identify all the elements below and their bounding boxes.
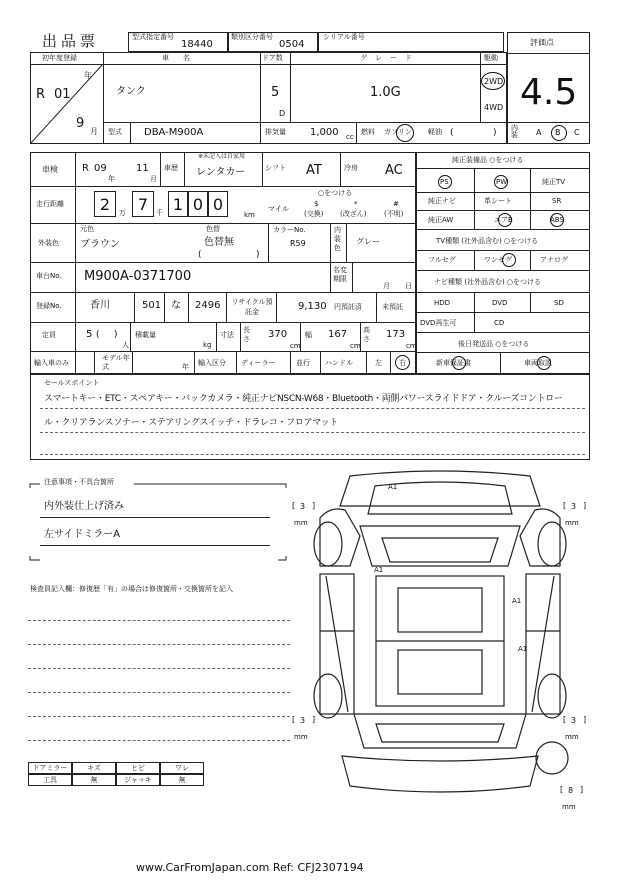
- length-value: 370: [268, 329, 288, 340]
- damage-mark-1: A1: [388, 483, 398, 491]
- navi-sd: SD: [554, 299, 564, 307]
- doors-value: 5: [271, 85, 280, 100]
- type-no-value: 18440: [181, 39, 213, 50]
- size-label: 寸法: [220, 331, 234, 339]
- sales-block: [30, 374, 590, 460]
- width-value: 167: [328, 329, 348, 340]
- mileage-mark-note: ○をつける: [318, 189, 353, 197]
- mileage-unit-sen: 千: [156, 209, 163, 217]
- interior-box: [507, 122, 590, 144]
- first-reg-era: R: [36, 87, 46, 102]
- score-label: 評価点: [530, 38, 554, 47]
- equip-abs: ABS: [550, 216, 564, 224]
- inspection-month-unit: 月: [150, 175, 157, 183]
- capacity-unit: 人: [122, 341, 129, 349]
- handle-right-circle: [395, 355, 410, 370]
- length-label: 長さ: [243, 326, 250, 343]
- cd-label: CD: [494, 319, 505, 327]
- fuel-label: 燃料: [361, 128, 375, 136]
- ac-label: 冷房: [344, 164, 358, 172]
- reg-class: 501: [142, 300, 162, 311]
- navi-label: ナビ種類 (社外品含む) ○をつける: [434, 278, 542, 286]
- first-reg-month-unit: 月: [90, 127, 98, 136]
- chassis-label: 車台No.: [36, 272, 62, 280]
- grade-label: グレード: [360, 54, 420, 62]
- name-change-label: 名変期限: [333, 266, 347, 283]
- footer-ref: Ref: CFJ2307194: [272, 861, 364, 874]
- grade-value: 1.0G: [370, 85, 401, 100]
- score-value: 4.5: [520, 72, 578, 113]
- mileage-digit-4: 0: [188, 191, 208, 217]
- load-label: 積載量: [135, 331, 156, 339]
- unknown-mark: #: [393, 200, 399, 208]
- footer-site: www.CarFromJapan.com: [136, 861, 270, 874]
- navi-hdd: HDD: [434, 299, 451, 307]
- equip-aw: 純正AW: [428, 216, 454, 224]
- equip-pw: PW: [496, 178, 508, 186]
- acc-cell: 無: [72, 774, 116, 786]
- mileage-unit-km: km: [244, 211, 255, 219]
- height-value: 173: [386, 329, 406, 340]
- later-manual-circle: [537, 356, 551, 370]
- inspection-year-unit: 年: [108, 175, 115, 183]
- doors-label: ドア数: [262, 54, 283, 62]
- length-unit: cm: [290, 342, 301, 350]
- unknown-label: (不明): [384, 210, 404, 218]
- acc-cell: キズ: [72, 762, 116, 774]
- acc-cell: 無: [160, 774, 204, 786]
- import-label: 輸入車のみ: [34, 359, 69, 367]
- orig-color-label: 元色: [80, 225, 94, 233]
- class-no-label: 類別区分番号: [231, 33, 273, 41]
- type-no-label: 型式指定番号: [132, 33, 174, 41]
- equip-airbag: エアB: [494, 216, 513, 224]
- model-value: DBA-M900A: [144, 127, 204, 138]
- later-label: 後日発送品 ○をつける: [458, 340, 530, 348]
- interior-color-value: グレー: [356, 237, 380, 246]
- later-warranty-circle: [452, 356, 466, 370]
- footer-text: [136, 862, 364, 873]
- inspection-era: R: [82, 163, 89, 174]
- usage-label: 車歴: [164, 164, 178, 172]
- equip-abs-circle: [550, 213, 564, 227]
- dvd-playable: DVD再生可: [420, 319, 457, 327]
- notes-bracket: [24, 482, 294, 562]
- acc-cell: ドアミラー: [28, 762, 72, 774]
- drive-2wd-circle: [481, 72, 505, 90]
- damage-mark-2: A1: [374, 566, 384, 574]
- model-year-label: モデル年式: [102, 354, 130, 371]
- ac-value: AC: [385, 163, 403, 178]
- mileage-digit-2: 7: [132, 191, 154, 217]
- equip-ps: PS: [440, 178, 449, 186]
- equip-ps-circle: [438, 175, 452, 189]
- usage-note: ※未記入は自家用: [198, 153, 246, 160]
- fuel-value: ガソリン: [384, 128, 412, 136]
- page-title: 出品票: [42, 32, 100, 50]
- handle-label: ハンドル: [325, 359, 353, 367]
- displacement-label: 排気量: [265, 128, 286, 136]
- reg-kana: な: [171, 300, 181, 311]
- width-label: 幅: [305, 331, 312, 339]
- acc-cell: 工具: [28, 774, 72, 786]
- capacity-value: 5: [86, 329, 93, 340]
- recycle-unpaid: 未預託: [382, 303, 403, 311]
- type-no-box: [128, 32, 228, 52]
- inspector-label: 検査員記入欄：修復歴「有」の場合は修復箇所・交換箇所を記入: [30, 585, 233, 593]
- car-diagram: [290, 466, 590, 806]
- displacement-value: 1,000: [310, 127, 339, 138]
- height-label: 高さ: [363, 326, 370, 343]
- tv-oneseg-circle: [502, 253, 516, 267]
- class-no-box: [228, 32, 318, 52]
- mileage-digit-3: 1: [168, 191, 188, 217]
- diesel-label: 軽油: [428, 128, 442, 136]
- mileage-digit-5: 0: [208, 191, 228, 217]
- acc-cell: ヒビ: [116, 762, 160, 774]
- sales-label: セールスポイント: [44, 379, 100, 387]
- recycle-unit: 円預託済: [334, 303, 362, 311]
- equip-tv: 純正TV: [542, 178, 566, 186]
- first-reg-year: 01: [54, 87, 71, 102]
- first-reg-month: 9: [76, 116, 85, 131]
- name-change-month-unit: 月: [383, 282, 390, 290]
- altered-mark: *: [354, 200, 358, 208]
- import-type-label: 輸入区分: [198, 359, 226, 367]
- repaint-value: 色替無: [204, 237, 234, 248]
- parallel-label: 並行: [296, 359, 310, 367]
- exchange-mark: $: [314, 200, 319, 208]
- model-label: 型式: [108, 128, 122, 136]
- height-unit: cm: [406, 342, 417, 350]
- displacement-unit: cc: [346, 133, 354, 141]
- inspection-month: 11: [136, 163, 149, 174]
- reg-area: 香川: [90, 300, 110, 311]
- car-name-value: タンク: [116, 86, 146, 97]
- drive-label: 駆動: [484, 54, 498, 62]
- interior-a: A: [536, 128, 542, 137]
- year-slash: [30, 64, 104, 144]
- acc-cell: ワレ: [160, 762, 204, 774]
- notes-line-2: 左サイドミラーA: [44, 529, 121, 540]
- first-reg-label: 初年度登録: [42, 54, 77, 62]
- color-no-value: R59: [290, 239, 306, 248]
- sales-line-2: ル・クリアランスソナー・ステアリングスイッチ・ドラレコ・フロアマット: [44, 418, 339, 428]
- mileage-digit-1: 2: [94, 191, 116, 217]
- dealer-label: ディーラー: [241, 359, 276, 367]
- interior-c: C: [574, 128, 580, 137]
- capacity-label: 定員: [42, 331, 56, 339]
- usage-value: レンタカー: [196, 167, 246, 178]
- drive-2wd: 2WD: [484, 77, 504, 86]
- navi-dvd: DVD: [492, 299, 508, 307]
- handle-left: 左: [375, 359, 382, 367]
- color-label: 外装色: [38, 239, 59, 247]
- sales-line-1: スマートキー・ETC・スペアキー・バックカメラ・純正ナビNSCN-W68・Bluetooth・両側パワースライドドア・クルーズコントロー: [44, 394, 563, 404]
- altered-label: (改ざん): [340, 210, 367, 218]
- equip-navi: 純正ナビ: [428, 197, 456, 205]
- model-year-unit: 年: [182, 363, 189, 371]
- drive-4wd: 4WD: [484, 103, 504, 112]
- interior-color-label: 内装色: [334, 226, 341, 252]
- equip-pw-circle: [494, 175, 508, 189]
- inspection-label: 車検: [42, 165, 58, 174]
- chassis-value: M900A-0371700: [84, 269, 192, 284]
- genuine-label: 純正装備品 ○をつける: [452, 156, 524, 164]
- accessories-table: [28, 762, 204, 786]
- color-value: ブラウン: [80, 239, 120, 250]
- damage-mark-3: A1: [512, 597, 522, 605]
- reg-label: 登録No.: [36, 302, 62, 310]
- exchange-label: (交換): [304, 210, 324, 218]
- doors-suffix: D: [279, 109, 286, 118]
- interior-label: 内装: [511, 124, 518, 139]
- class-no-value: 0504: [279, 39, 305, 50]
- notes-line-1: 内外装仕上げ済み: [44, 501, 124, 512]
- handle-right: 右: [399, 359, 406, 367]
- recycle-amount: 9,130: [298, 301, 327, 312]
- color-no-label: カラーNo.: [273, 226, 306, 234]
- shift-value: AT: [306, 163, 322, 178]
- tv-analog: アナログ: [540, 256, 568, 264]
- tv-fullseg: フルセグ: [428, 256, 456, 264]
- mileage-label: 走行距離: [36, 200, 64, 208]
- name-change-day-unit: 日: [405, 282, 412, 290]
- load-unit: kg: [203, 341, 212, 349]
- serial-label: シリアル番号: [323, 33, 365, 41]
- width-unit: cm: [350, 342, 361, 350]
- notes-label: 注意事項・不具合箇所: [44, 478, 114, 486]
- later-warranty: 新車保証書: [436, 359, 471, 367]
- recycle-label: リサイクル預託金: [231, 298, 273, 316]
- equip-leather: 革シート: [484, 197, 512, 205]
- tv-label: TV種類 (社外品含む) ○をつける: [436, 237, 539, 245]
- tv-oneseg: ワンセグ: [484, 256, 512, 264]
- mile-label: マイル: [268, 205, 289, 213]
- repaint-label: 色替: [206, 225, 220, 233]
- equip-sr: SR: [552, 197, 562, 205]
- serial-box: [318, 32, 504, 52]
- car-name-label: 車名: [162, 54, 204, 62]
- first-reg-year-unit: 年: [84, 71, 92, 80]
- interior-b: B: [555, 128, 561, 137]
- interior-b-circle: [551, 125, 567, 141]
- shift-label: シフト: [265, 164, 286, 172]
- mileage-unit-man: 万: [119, 209, 126, 217]
- fuel-circle: [396, 124, 414, 142]
- acc-cell: ジャッキ: [116, 774, 160, 786]
- equip-airbag-circle: [498, 213, 512, 227]
- inspection-year: 09: [94, 163, 107, 174]
- later-manual: 車両取説: [524, 359, 552, 367]
- damage-mark-4: A1: [518, 645, 528, 653]
- reg-number: 2496: [195, 300, 221, 311]
